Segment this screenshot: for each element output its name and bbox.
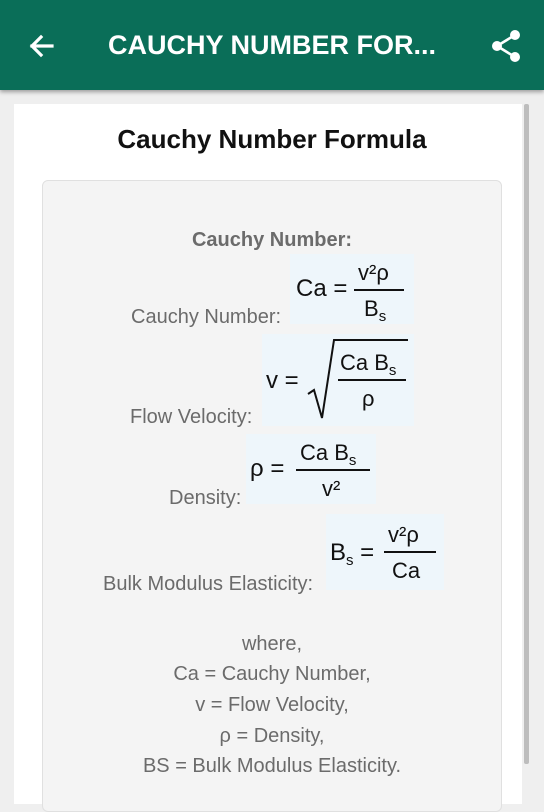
arrow-left-icon[interactable] — [22, 26, 62, 66]
formula-label-velocity: Flow Velocity: — [130, 406, 253, 428]
page-title: Cauchy Number Formula — [117, 124, 427, 154]
svg-text:v²ρ: v²ρ — [358, 260, 389, 285]
formula-density — [246, 434, 376, 504]
formula-cauchy-number — [290, 254, 414, 324]
svg-text:Ca Bs: Ca $B_s$ — [340, 350, 397, 379]
formula-label-bulk-modulus: Bulk Modulus Elasticity: — [103, 573, 314, 595]
svg-text:ρ =: ρ = — [250, 455, 285, 482]
svg-text:v =: v = — [266, 367, 299, 394]
formula-flow-velocity — [262, 334, 414, 426]
where-line-density: ρ = Density, — [219, 725, 325, 747]
where-line-velocity: v = Flow Velocity, — [195, 694, 349, 716]
svg-text:v²: v² — [322, 476, 341, 501]
svg-text:Bs =: $B_s$ = — [330, 539, 375, 569]
where-intro: where, — [241, 633, 303, 655]
where-line-cauchy: Ca = Cauchy Number, — [173, 663, 371, 685]
app-bar-title: CAUCHY NUMBER FOR... — [108, 30, 437, 60]
svg-text:Ca Bs: Ca $B_s$ — [300, 440, 357, 469]
formula-bulk-modulus — [326, 514, 444, 590]
share-icon[interactable] — [486, 26, 526, 66]
section-title: Cauchy Number: — [191, 229, 353, 251]
svg-text:ρ: ρ — [362, 386, 375, 411]
svg-text:Ca: Ca — [392, 558, 421, 583]
scrollbar[interactable] — [524, 104, 529, 764]
svg-text:Ca =: Ca = — [296, 275, 348, 302]
formula-label-cauchy: Cauchy Number: — [131, 306, 282, 328]
svg-text:Bs: $B_s$ — [364, 296, 387, 324]
svg-text:v²ρ: v²ρ — [388, 522, 419, 547]
where-line-bulk-modulus: BS = Bulk Modulus Elasticity. — [142, 755, 402, 777]
app-bar — [0, 0, 544, 90]
formula-label-density: Density: — [169, 487, 242, 509]
